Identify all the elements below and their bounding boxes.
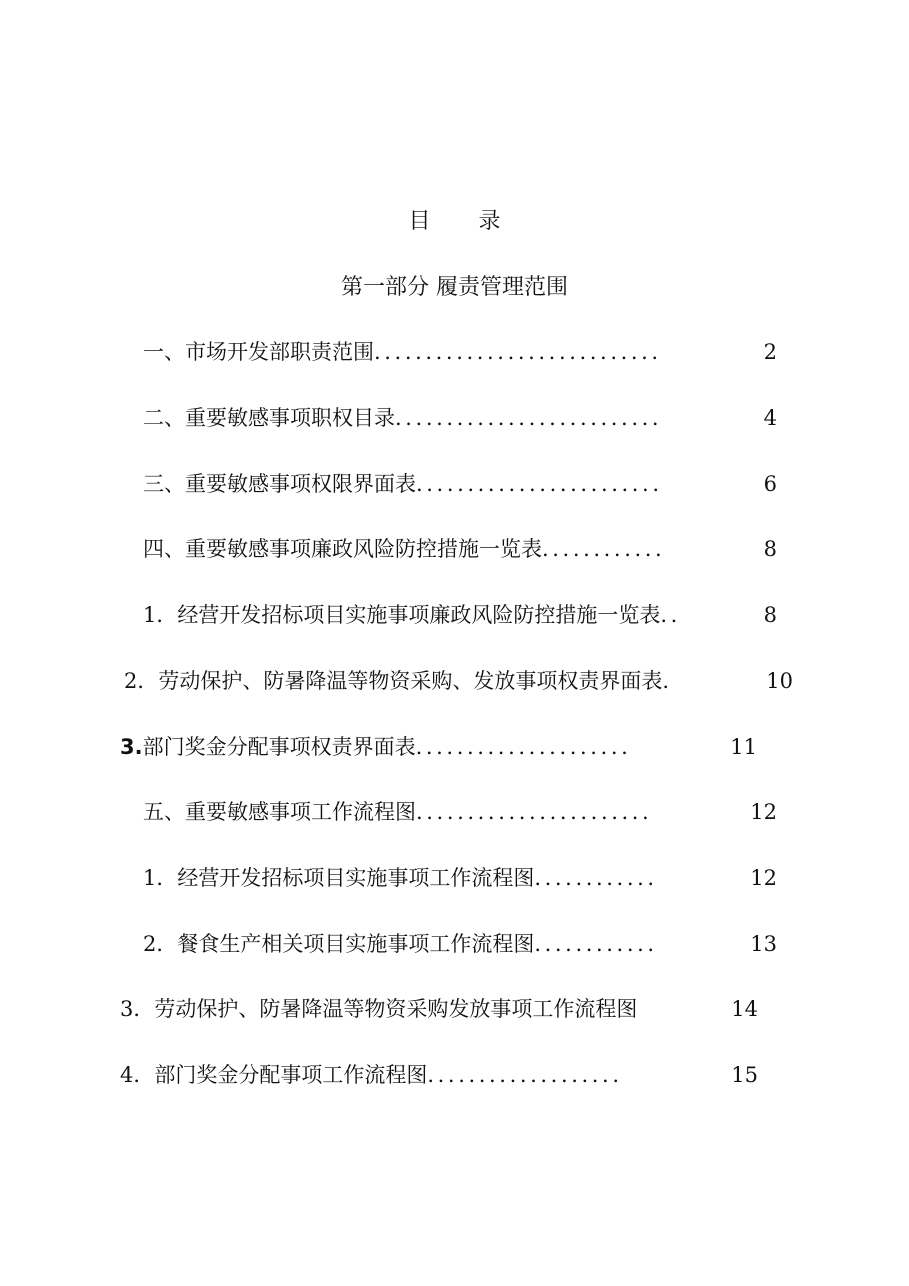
toc-page-number: 14 xyxy=(731,997,758,1021)
toc-page-number: 10 xyxy=(766,669,793,693)
toc-page-number: 12 xyxy=(750,866,777,890)
toc-entry[interactable] xyxy=(143,469,777,499)
toc-page-number: 4 xyxy=(763,406,777,430)
toc-entry-label: 4．部门奖金分配事项工作流程图 xyxy=(120,1063,428,1087)
toc-page-number: 11 xyxy=(730,735,757,759)
toc-entry-label: 二、重要敏感事项职权目录 xyxy=(143,406,395,430)
toc-entry-label: 2．劳动保护、防暑降温等物资采购、发放事项权责界面表 xyxy=(124,669,663,693)
toc-entry-label: 1．经营开发招标项目实施事项廉政风险防控措施一览表 xyxy=(143,603,661,627)
part-heading: 第一部分 履责管理范围 xyxy=(341,275,568,300)
toc-page-number: 12 xyxy=(750,800,777,824)
toc-entry[interactable] xyxy=(143,863,777,893)
toc-leader-dots: .......................... xyxy=(395,406,663,430)
toc-entry[interactable] xyxy=(120,732,757,762)
toc-page-number: 15 xyxy=(731,1063,758,1087)
toc-title: 目录 xyxy=(408,209,549,234)
toc-leader-dots: ..................... xyxy=(415,735,632,759)
toc-page-number: 8 xyxy=(763,537,777,561)
toc-leader-dots: ....................... xyxy=(416,800,653,824)
toc-leader-dots: . xyxy=(662,669,673,693)
toc-entry-label: 1．经营开发招标项目实施事项工作流程图 xyxy=(143,866,535,890)
toc-entry-label: 四、重要敏感事项廉政风险防控措施一览表 xyxy=(143,537,542,561)
toc-leader-dots: ............ xyxy=(542,537,666,561)
toc-entry-label: 2．餐食生产相关项目实施事项工作流程图 xyxy=(143,932,535,956)
toc-page-number: 8 xyxy=(763,603,777,627)
toc-page-number: 6 xyxy=(763,472,777,496)
toc-entry[interactable] xyxy=(120,994,758,1024)
toc-entry-label: 部门奖金分配事项权责界面表 xyxy=(142,735,416,759)
toc-entry[interactable] xyxy=(143,534,777,564)
toc-leader-dots: ................... xyxy=(427,1063,623,1087)
toc-entry[interactable] xyxy=(124,666,793,696)
toc-entry-label: 三、重要敏感事项权限界面表 xyxy=(143,472,416,496)
toc-entry-label: 一、市场开发部职责范围 xyxy=(143,340,374,364)
toc-entry-label: 3．劳动保护、防暑降温等物资采购发放事项工作流程图 xyxy=(120,997,638,1021)
toc-entry[interactable] xyxy=(143,797,777,827)
toc-entry[interactable] xyxy=(120,1060,758,1090)
toc-entry[interactable] xyxy=(143,403,777,433)
toc-leader-dots: ............................ xyxy=(374,340,662,364)
toc-entry[interactable] xyxy=(143,600,777,630)
toc-page-number: 2 xyxy=(763,340,777,364)
toc-leader-dots: ............ xyxy=(534,866,658,890)
toc-leader-dots: ............ xyxy=(534,932,658,956)
toc-page-number: 13 xyxy=(750,932,777,956)
toc-entry-label: 五、重要敏感事项工作流程图 xyxy=(143,800,416,824)
toc-entry[interactable] xyxy=(143,929,777,959)
toc-leader-dots: ........................ xyxy=(416,472,663,496)
toc-entry[interactable] xyxy=(143,337,777,367)
toc-leader-dots: .. xyxy=(660,603,681,627)
toc-entry-number: 3. xyxy=(120,735,143,759)
